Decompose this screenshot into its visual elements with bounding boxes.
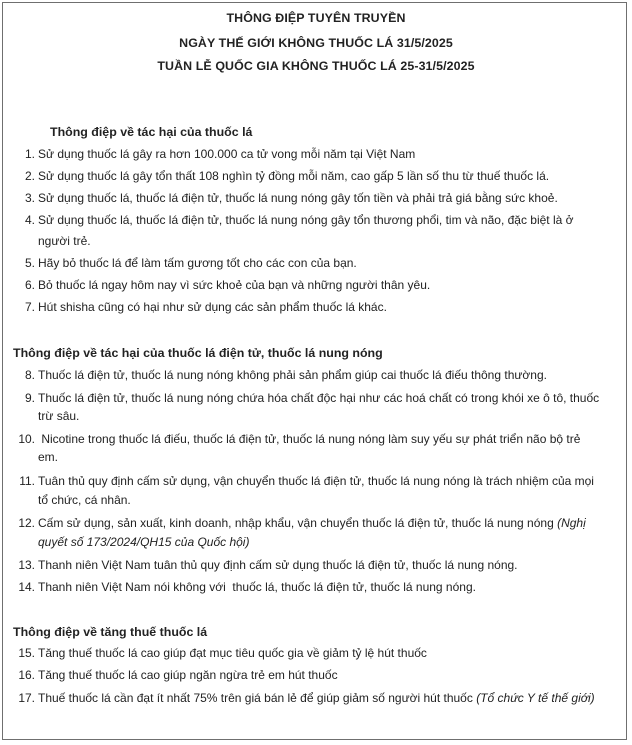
header-title-line-3: TUẦN LỄ QUỐC GIA KHÔNG THUỐC LÁ 25-31/5/2025 bbox=[157, 59, 475, 73]
item-text: Bỏ thuốc lá ngay hôm nay vì sức khoẻ của bạn và những người thân yêu. bbox=[38, 278, 431, 292]
item-text-line-1: Thuốc lá điện tử, thuốc lá nung nóng chứa hóa chất độc hại như các hoá chất có trong khói xe ô tô, thuốc bbox=[38, 391, 600, 405]
item-text-line-2: người trẻ. bbox=[38, 234, 91, 248]
item-text: Thanh niên Việt Nam tuân thủ quy định cấm sử dụng thuốc lá điện tử, thuốc lá nung nóng. bbox=[38, 558, 518, 572]
item-number: 7. bbox=[24, 300, 35, 314]
item-number: 13. bbox=[18, 558, 35, 572]
item-text: Hãy bỏ thuốc lá để làm tấm gương tốt cho các con của bạn. bbox=[38, 256, 357, 270]
item-number: 11. bbox=[19, 474, 35, 488]
item-text: Thuốc lá điện tử, thuốc lá nung nóng không phải sản phẩm giúp cai thuốc lá điếu thông thường. bbox=[38, 368, 547, 382]
item-text: Tăng thuế thuốc lá cao giúp đạt mục tiêu quốc gia về giảm tỷ lệ hút thuốc bbox=[38, 646, 427, 660]
item-number: 17. bbox=[18, 691, 35, 705]
header-title-line-1: THÔNG ĐIỆP TUYÊN TRUYỀN bbox=[226, 11, 406, 25]
item-text-citation: (Tổ chức Y tế thế giới) bbox=[476, 691, 595, 705]
item-text-citation: (Nghị bbox=[557, 516, 586, 530]
item-text: Sử dụng thuốc lá gây ra hơn 100.000 ca tử vong mỗi năm tại Việt Nam bbox=[38, 147, 416, 161]
item-text-line-1: Nicotine trong thuốc lá điếu, thuốc lá điện tử, thuốc lá nung nóng làm suy yếu sự phát triển não bộ trẻ bbox=[38, 432, 581, 446]
item-number: 6. bbox=[24, 278, 35, 292]
item-number: 12. bbox=[18, 516, 35, 530]
item-text: Thuế thuốc lá cần đạt ít nhất 75% trên giá bán lẻ để giúp giảm số người hút thuốc bbox=[38, 691, 477, 705]
item-number: 15. bbox=[18, 646, 35, 660]
section-heading-tobacco-harm: Thông điệp về tác hại của thuốc lá bbox=[50, 125, 253, 139]
item-number: 5. bbox=[24, 256, 35, 270]
item-text: Sử dụng thuốc lá, thuốc lá điện tử, thuốc lá nung nóng gây tốn tiền và phải trả giá bằng sức khoẻ. bbox=[38, 191, 558, 205]
item-text: Thanh niên Việt Nam nói không với thuốc lá, thuốc lá điện tử, thuốc lá nung nóng. bbox=[38, 580, 476, 594]
item-number: 10. bbox=[18, 432, 35, 446]
item-text-line-2: tổ chức, cá nhân. bbox=[38, 493, 131, 507]
item-number: 14. bbox=[18, 580, 35, 594]
item-number: 8. bbox=[24, 368, 35, 382]
item-text-line-1: Sử dụng thuốc lá, thuốc lá điện tử, thuốc lá nung nóng gây tổn thương phổi, tim và não, đặc biệt là ở bbox=[38, 213, 574, 227]
item-text: Sử dụng thuốc lá gây tổn thất 108 nghìn tỷ đồng mỗi năm, cao gấp 5 lần số thu từ thuế thuốc lá. bbox=[38, 169, 550, 183]
section-heading-ecig-harm: Thông điệp về tác hại của thuốc lá điện tử, thuốc lá nung nóng bbox=[13, 346, 383, 360]
item-number: 9. bbox=[24, 391, 35, 405]
item-text-citation-line-2: quyết số 173/2024/QH15 của Quốc hội) bbox=[38, 535, 250, 549]
header-title-line-2: NGÀY THẾ GIỚI KHÔNG THUỐC LÁ 31/5/2025 bbox=[179, 36, 453, 50]
item-text-line-1: Cấm sử dụng, sản xuất, kinh doanh, nhập khẩu, vận chuyển thuốc lá điện tử, thuốc lá nung nóng bbox=[38, 516, 558, 530]
item-number: 4. bbox=[24, 213, 35, 227]
item-number: 3. bbox=[24, 191, 35, 205]
item-text-line-2: em. bbox=[38, 450, 59, 464]
item-text-line-1: Tuân thủ quy định cấm sử dụng, vận chuyển thuốc lá điện tử, thuốc lá nung nóng là trách nhiệm của mọi bbox=[38, 474, 594, 488]
item-number: 2. bbox=[24, 169, 35, 183]
section-heading-tobacco-tax: Thông điệp về tăng thuế thuốc lá bbox=[13, 625, 208, 639]
item-text-line-2: trừ sâu. bbox=[38, 409, 80, 423]
item-number: 16. bbox=[18, 668, 35, 682]
item-text: Hút shisha cũng có hại như sử dụng các sản phẩm thuốc lá khác. bbox=[38, 300, 387, 314]
item-number: 1. bbox=[24, 147, 35, 161]
item-text: Tăng thuế thuốc lá cao giúp ngăn ngừa trẻ em hút thuốc bbox=[38, 668, 338, 682]
